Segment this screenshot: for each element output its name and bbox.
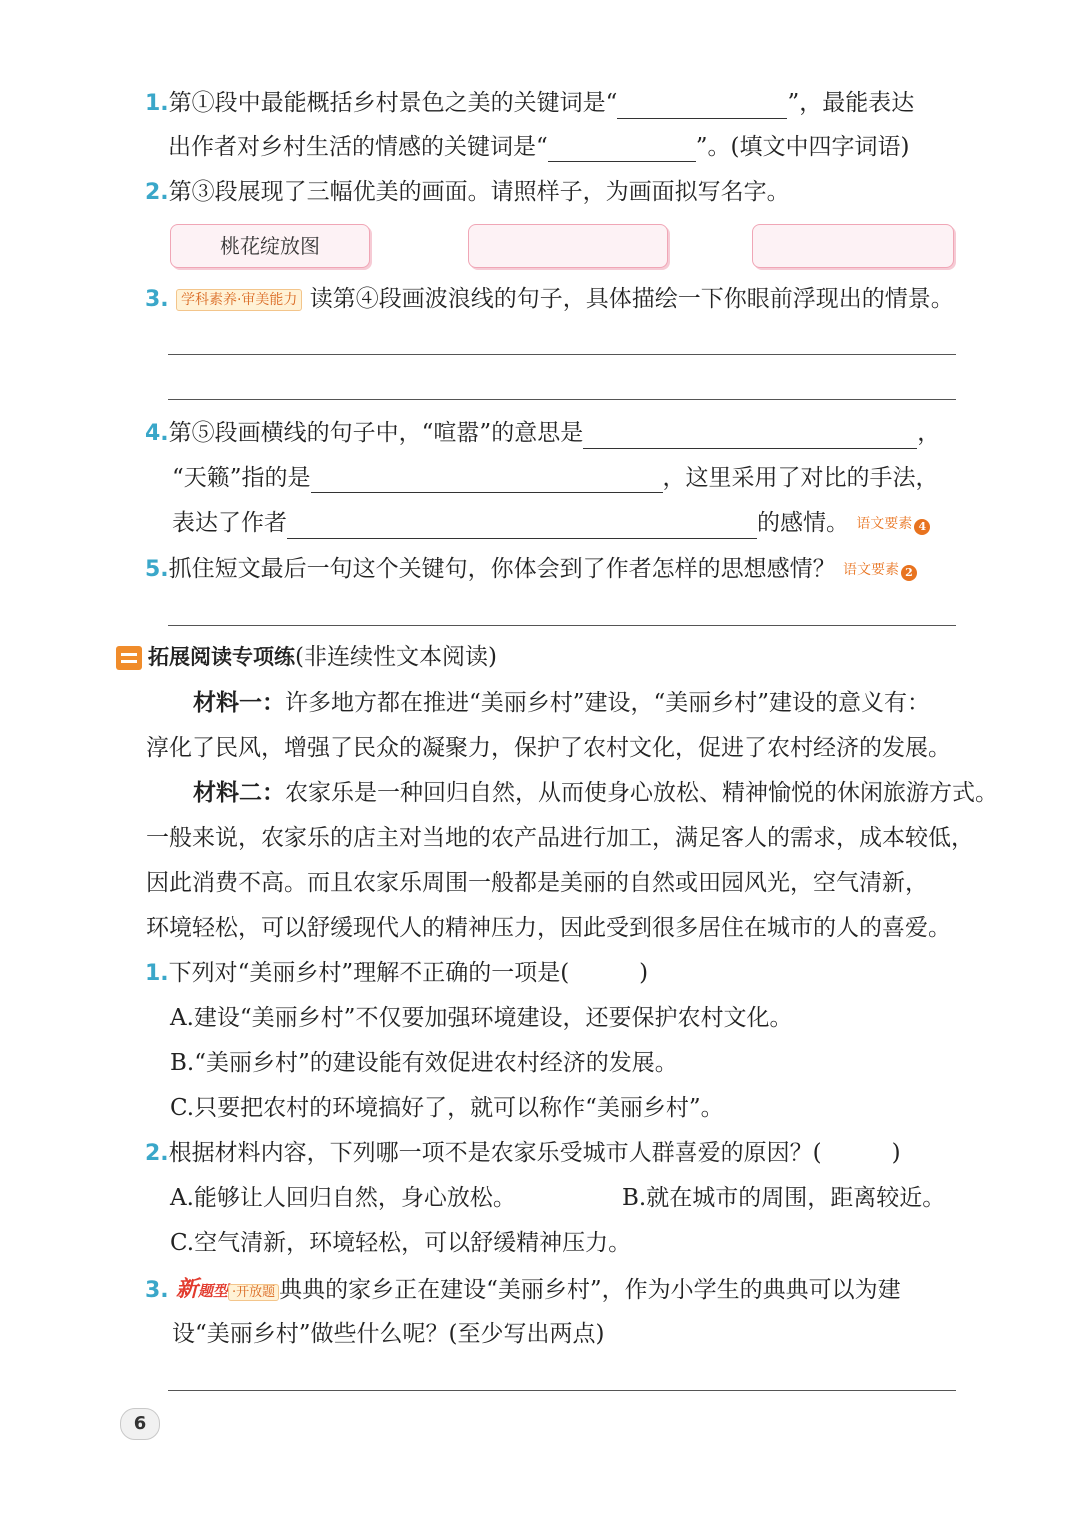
section-subtitle: (非连续性文本阅读) [295,644,497,670]
element-label: 语文要素 [842,562,899,578]
material1-text-1: 许多地方都在推进“美丽乡村”建设，“美丽乡村”建设的意义有： [285,690,931,716]
q1-blank-2[interactable] [548,137,696,162]
section-header [116,642,497,672]
material2-line3: 因此消费不高。而且农家乐周围一般都是美丽的自然或田园风光，空气清新， [146,870,928,896]
q4-text-b: ， [917,420,941,446]
q1-text-c: 出作者对乡村生活的情感的关键词是“ [168,134,548,160]
material2-line1 [193,778,998,808]
p2-stem [145,1138,901,1169]
answer-line[interactable] [168,399,956,400]
q3-line [145,284,954,315]
question-number: 3. [145,287,169,312]
answer-line[interactable] [168,625,956,626]
q4-blank-1[interactable] [583,424,917,449]
q1-text-d: ”。(填文中四字词语) [695,134,910,160]
question-number: 1. [145,91,169,116]
question-number: 3. [145,1278,169,1303]
p1-option-c: C.只要把农村的环境搞好了，就可以称作“美丽乡村”。 [170,1095,724,1121]
q1-text-b: ”，最能表达 [787,90,915,116]
q4-text-f: 的感情。 [757,510,849,536]
q1-line2 [168,132,909,162]
q1-text-a: 第①段中最能概括乡村景色之美的关键词是“ [168,90,618,116]
q4-line1 [145,418,940,449]
q4-blank-3[interactable] [287,514,757,539]
q4-line2 [172,463,939,493]
answer-line[interactable] [168,1390,956,1391]
q5-line [145,554,917,585]
p1-stem-text: 下列对“美丽乡村”理解不正确的一项是( [168,960,570,986]
section-two-icon [116,646,142,670]
p1-paren-close: ) [639,960,649,986]
p3-text-1: 典典的家乡正在建设“美丽乡村”，作为小学生的典典可以为建 [279,1277,901,1303]
q3-text: 读第④段画波浪线的句子，具体描绘一下你眼前浮现出的情景。 [309,286,954,312]
new-tag-text: 新 [175,1277,198,1302]
q4-text-a: 第⑤段画横线的句子中，“喧嚣”的意思是 [168,420,584,446]
question-number: 4. [145,421,169,446]
new-question-type-tag [176,1274,279,1308]
q4-line3 [172,508,930,539]
q2-line [145,177,790,208]
q4-text-c: “天籁”指的是 [172,465,311,491]
q4-text-d: ，这里采用了对比的手法， [662,465,939,491]
material2-line2: 一般来说，农家乐的店主对当地的农产品进行加工，满足客人的需求，成本较低， [146,825,974,851]
q1-blank-1[interactable] [617,94,787,119]
answer-title-box-2[interactable] [468,224,668,268]
p1-stem [145,958,648,989]
question-number: 5. [145,557,169,582]
element-label: 语文要素 [856,516,913,532]
answer-line[interactable] [168,354,956,355]
p2-stem-text: 根据材料内容，下列哪一项不是农家乐受城市人群喜爱的原因？( [168,1140,822,1166]
q4-blank-2[interactable] [311,468,663,493]
section-title: 拓展阅读专项练 [148,645,295,669]
element-number-badge: 4 [914,519,930,535]
page-number: 6 [120,1408,160,1440]
skill-tag: 学科素养·审美能力 [176,289,302,311]
p1-option-b: B.“美丽乡村”的建设能有效促进农村经济的发展。 [170,1050,678,1076]
p3-line2: 设“美丽乡村”做些什么呢？(至少写出两点) [172,1321,605,1347]
p2-option-c: C.空气清新，环境轻松，可以舒缓精神压力。 [170,1230,632,1256]
p2-paren-close: ) [891,1140,901,1166]
q4-text-e: 表达了作者 [172,510,287,536]
material1-line1 [193,688,930,718]
question-number: 1. [145,961,169,986]
type-tag-text: 题型 [198,1282,229,1300]
p2-option-a: A.能够让人回归自然，身心放松。 [170,1185,516,1211]
material2-label: 材料二： [193,779,285,806]
material1-label: 材料一： [193,689,285,716]
q1-line1 [145,88,914,119]
sample-title-box: 桃花绽放图 [170,224,370,268]
material2-text-1: 农家乐是一种回归自然，从而使身心放松、精神愉悦的休闲旅游方式。 [285,780,998,806]
open-question-tag: ·开放题 [228,1284,279,1301]
question-number: 2. [145,180,169,205]
material2-line4: 环境轻松，可以舒缓现代人的精神压力，因此受到很多居住在城市的人的喜爱。 [146,915,951,941]
question-number: 2. [145,1141,169,1166]
element-number-badge: 2 [901,565,917,581]
material1-line2: 淳化了民风，增强了民众的凝聚力，保护了农村文化，促进了农村经济的发展。 [146,735,951,761]
q2-text: 第③段展现了三幅优美的画面。请照样子，为画面拟写名字。 [168,179,790,205]
answer-title-box-3[interactable] [752,224,954,268]
p2-option-b: B.就在城市的周围，距离较近。 [622,1185,946,1211]
q5-text: 抓住短文最后一句这个关键句，你体会到了作者怎样的思想感情？ [168,556,836,582]
p3-line1 [145,1274,901,1308]
p1-option-a: A.建设“美丽乡村”不仅要加强环境建设，还要保护农村文化。 [170,1005,793,1031]
